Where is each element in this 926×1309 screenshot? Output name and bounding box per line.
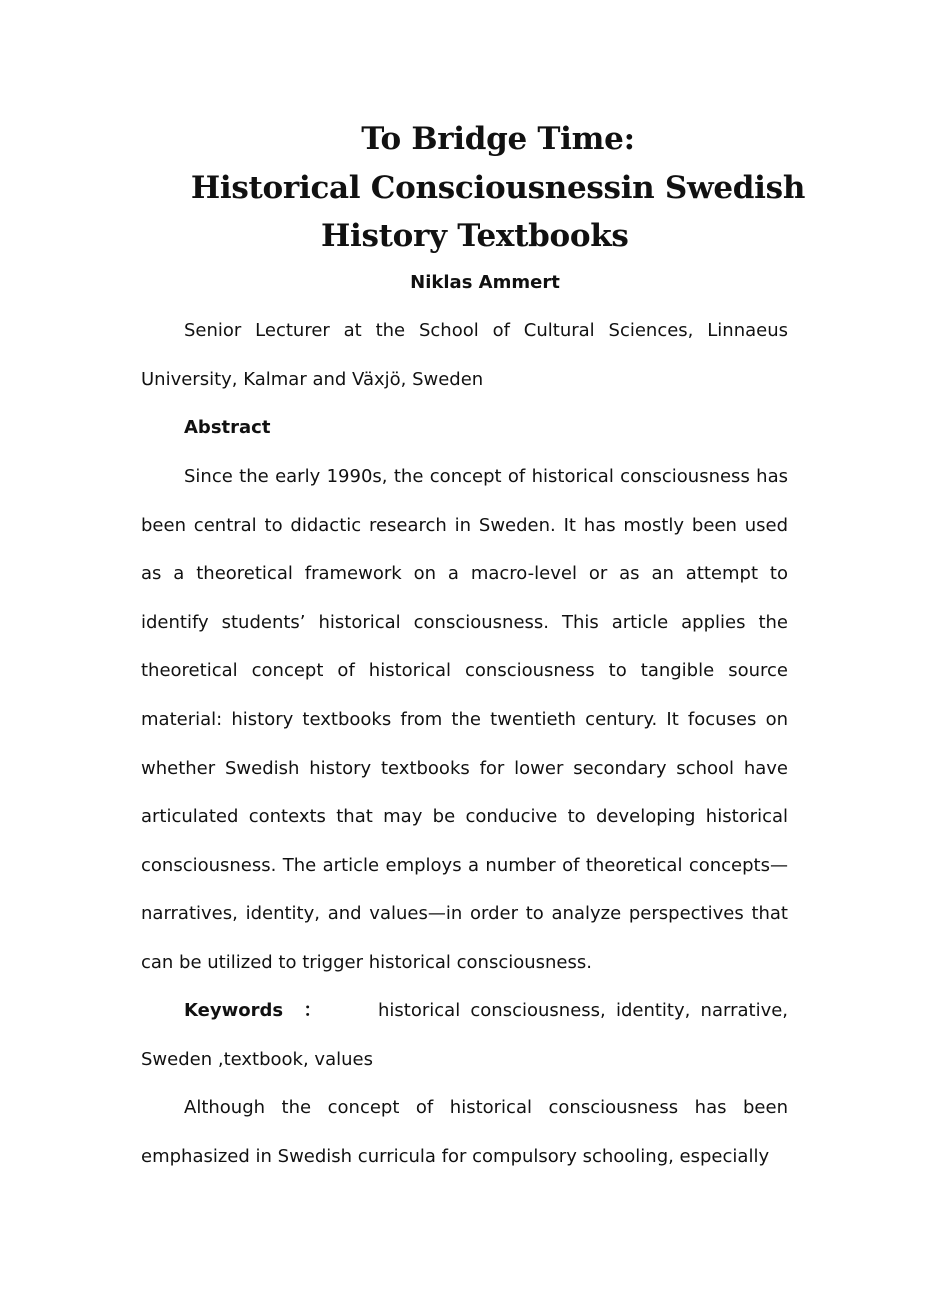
keywords-paragraph xyxy=(141,987,788,1084)
abstract-text: Since the early 1990s, the concept of historical consciousness has been central to didactic research in Sweden. It has mostly been used as a theoretical framework on a macro-level or as an attempt to identify students’ historical consciousness. This article applies the theoretical concept of historical consciousness to tangible source material: history textbooks from the twentieth century. It focuses on whether Swedish history textbooks for lower secondary school have articulated contexts that may be conducive to developing historical consciousness. The article employs a number of theoretical concepts—narratives, identity, and values—in order to analyze perspectives that can be utilized to trigger historical consciousness. xyxy=(141,466,788,973)
keywords-colon: ： xyxy=(299,1000,327,1021)
title-line-3: History Textbooks xyxy=(321,218,629,254)
keywords-label: Keywords xyxy=(184,1000,284,1021)
intro-paragraph: Although the concept of historical consciousness has been emphasized in Swedish curricula for compulsory schooling, especially xyxy=(141,1097,788,1167)
title-line-1: To Bridge Time: xyxy=(361,121,635,157)
keywords-text: historical consciousness, identity, narrative, Sweden ,textbook, values xyxy=(141,1000,789,1070)
author-name: Niklas Ammert xyxy=(410,272,560,293)
author-affiliation: Senior Lecturer at the School of Cultural Sciences, Linnaeus University, Kalmar and Växjö, Sweden xyxy=(141,320,788,390)
abstract-heading: Abstract xyxy=(184,417,271,438)
title-line-2: Historical Consciousnessin Swedish xyxy=(190,170,806,206)
